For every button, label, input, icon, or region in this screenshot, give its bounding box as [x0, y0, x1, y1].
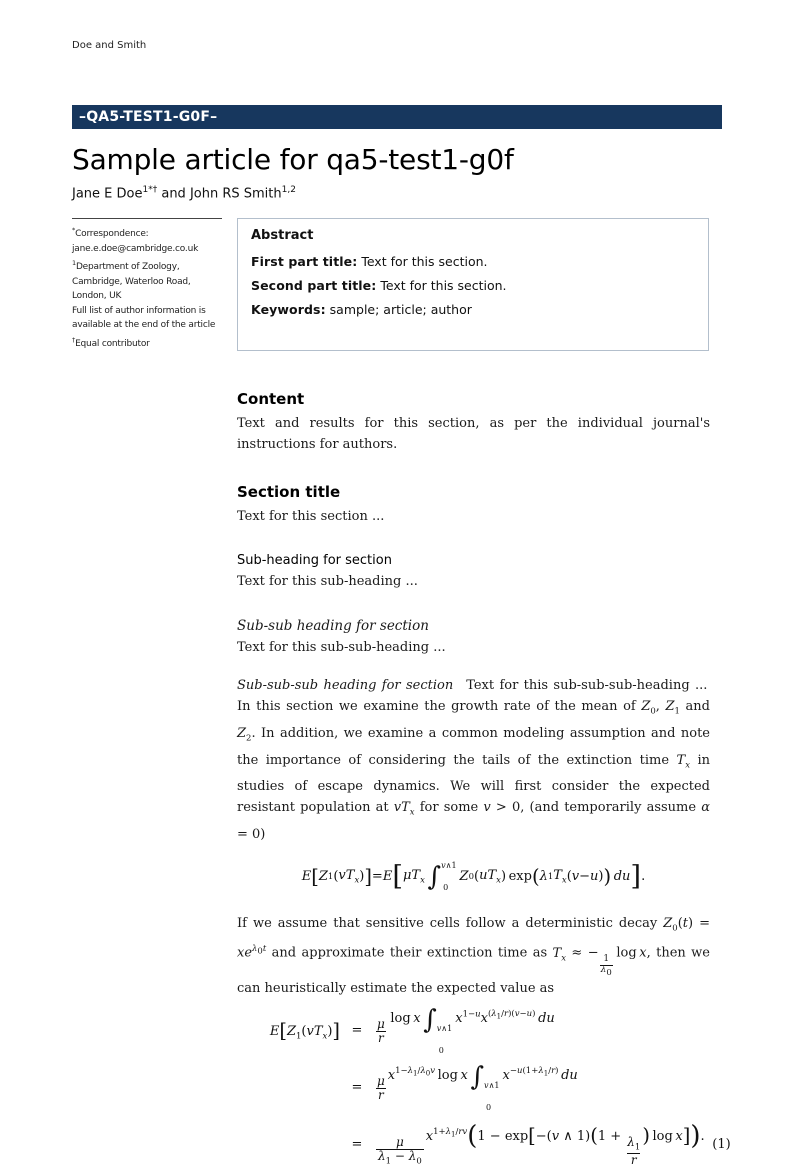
- correspondence-block: [72, 218, 230, 351]
- sub-heading-paragraph: Text for this sub-heading ...: [237, 574, 418, 590]
- equal-contributor-note: †Equal contributor: [72, 335, 150, 349]
- abstract-item: [251, 253, 695, 270]
- correspondence-label: *Correspondence:: [72, 226, 149, 240]
- display-equation: E [ Z 1 ( $vT_x$ ) ] = E [ $\mu T_x$ ∫ v∧1 0 Z 0 ( $uT_x$ ) exp ( λ 1 $T_x$ ( v − u ) ) du ] .: [301, 860, 646, 893]
- banner-label: –QA5-TEST1-G0F–: [79, 109, 218, 125]
- abstract-item-label: Second part title:: [251, 278, 377, 294]
- author-line: Jane E Doe$^{1*\dagger}$ and John RS Smith$^{1,2}$: [72, 185, 296, 202]
- sub-sub-heading: Sub-sub heading for section: [237, 618, 429, 635]
- abstract-keywords: [251, 301, 695, 318]
- section-content: [237, 390, 710, 455]
- sub-sub-heading-block: [237, 618, 710, 658]
- abstract-item-text: sample; article; author: [329, 302, 472, 318]
- body-paragraph: If we assume that sensitive cells follow a deterministic decay $Z_0(t) = xe^{\lambda_0t}$ and approximate their extinction time as $T_x$ ≈ − $\frac{1}{\lambda_0}$ log x, then we can heuristically estimate the expected value as: [237, 915, 711, 996]
- abstract-item-text: Text for this section.: [380, 278, 507, 294]
- sidebar-rule: [72, 218, 222, 219]
- article-title: Sample article for qa5-test1-g0f: [72, 143, 514, 176]
- abstract-item-label: First part title:: [251, 254, 358, 270]
- section-title-block: [237, 483, 710, 527]
- section-heading: Content: [237, 390, 305, 409]
- abstract-box: [237, 218, 709, 351]
- equals-sign: =: [351, 1023, 363, 1039]
- equals-sign: =: [351, 1136, 363, 1152]
- sub-heading-block: [237, 553, 710, 592]
- author-info-note: available at the end of the article: [72, 320, 216, 331]
- equals-sign: =: [351, 1080, 363, 1096]
- affiliation-line: London, UK: [72, 291, 122, 302]
- article-body: [237, 390, 731, 1167]
- section-heading: Section title: [237, 483, 341, 502]
- equation-rhs: $\frac{\mu}{r}$ $x^{1-\lambda_1/\lambda_0v}$ log x ∫ v∧1 0 $x^{-u(1+\lambda_1/r)}$ du: [376, 1061, 578, 1112]
- correspondence-email: jane.e.doe@cambridge.co.uk: [72, 243, 199, 254]
- abstract-item: [251, 277, 695, 294]
- equation-number: (1): [712, 1136, 731, 1152]
- spacer: [237, 592, 710, 618]
- affiliation-line: Cambridge, Waterloo Road,: [72, 276, 191, 287]
- section-paragraph: Text and results for this section, as per the individual journal's instructions for authors.: [237, 416, 710, 453]
- spacer: [237, 658, 710, 675]
- running-head: Doe and Smith: [72, 40, 147, 51]
- equation-lhs: $E[Z_1(vT_x)]$: [269, 1019, 340, 1043]
- abstract-item-text: Text for this section.: [361, 254, 488, 270]
- sub-heading: Sub-heading for section: [237, 553, 392, 569]
- header-columns: [72, 218, 722, 351]
- abstract-item-label: Keywords:: [251, 302, 326, 318]
- article-type-banner: [72, 105, 722, 129]
- sub-sub-heading-paragraph: Text for this sub-sub-heading ...: [237, 640, 446, 656]
- equation-rhs: $\frac{\mu}{\lambda_1 - \lambda_0}$ $x^{1+\lambda_1/rv}(1 - \exp[-(v$ ∧ 1)(1 + $\frac{\lambda_1}{r}$ ) log x]).: [378, 1120, 705, 1167]
- article-page: [0, 40, 794, 1167]
- abstract-heading: Abstract: [251, 228, 314, 244]
- equation-rhs: $\frac{\mu}{r}$ log x ∫ v∧1 0 $x^{1-u}x^{(\lambda_1/r)(v-u)}$ du: [376, 1004, 555, 1055]
- author-info-note: Full list of author information is: [72, 305, 206, 316]
- spacer: [237, 455, 710, 483]
- affiliation-line: $^1$Department of Zoology,: [72, 259, 180, 273]
- equation-array: [237, 1004, 731, 1168]
- spacer: [237, 527, 710, 553]
- run-in-heading-paragraph: Sub-sub-sub heading for section Text for this sub-sub-sub-heading ... In this section we examine the growth rate of the mean of $Z_0$, $Z_1$ and $Z_2$. In addition, we examine a common modeling assumption and note the importance of considering the tails of the extinction time $T_x$ in studies of escape dynamics. We will first consider the expected resistant population at $vT_x$ for some v > 0, (and temporarily assume α = 0): [237, 678, 710, 842]
- section-paragraph: Text for this section ...: [237, 509, 385, 525]
